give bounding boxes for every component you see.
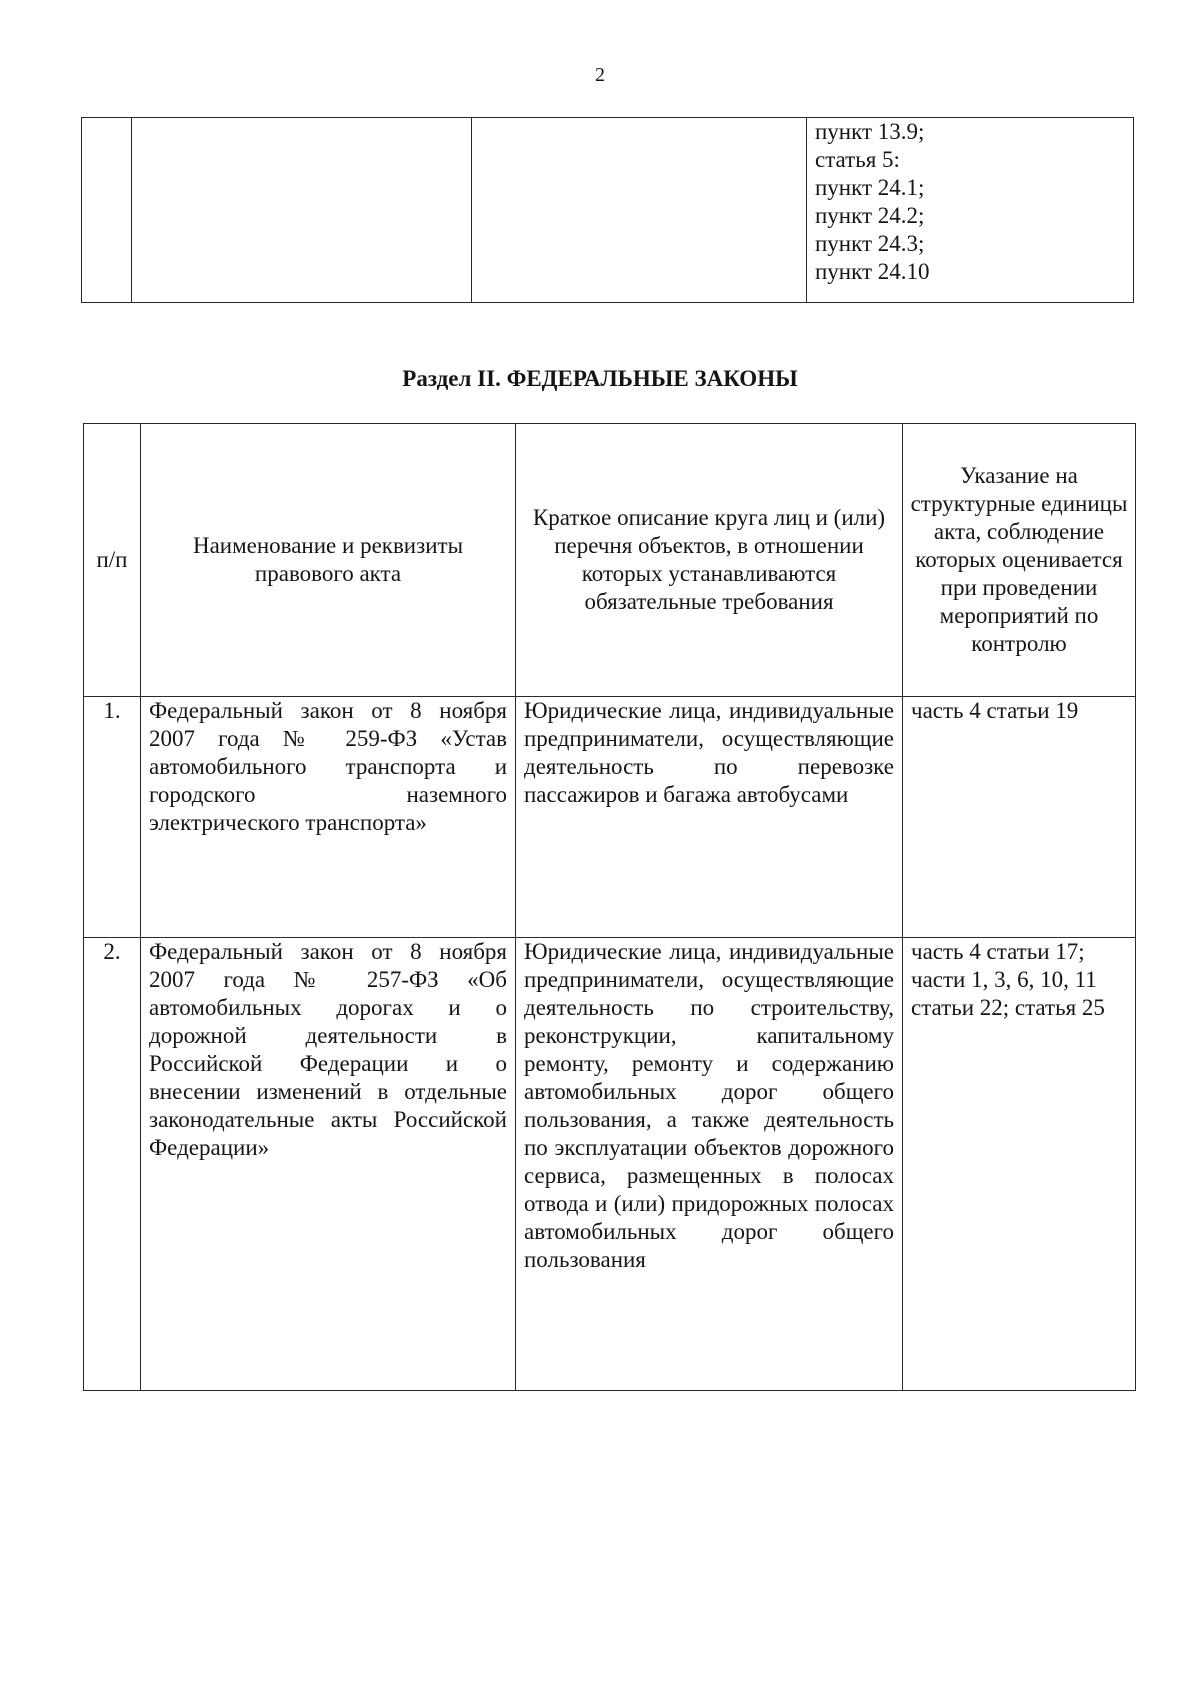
ref-line: пункт 13.9; xyxy=(815,119,925,144)
table-header-row xyxy=(84,424,1136,697)
continuation-table xyxy=(81,117,1134,303)
table-cell xyxy=(82,118,132,303)
structural-units-cell xyxy=(807,118,1134,303)
ref-line: пункт 24.1; xyxy=(815,175,925,200)
structural-units-cell: часть 4 статьи 17; части 1, 3, 6, 10, 11 статьи 22; статья 25 xyxy=(903,938,1136,1391)
header-structural-units: Указание на структурные единицы акта, соблюдение которых оценивается при проведении мероприятий по контролю xyxy=(903,424,1136,697)
table-row xyxy=(84,697,1136,938)
ref-line: статья 5: xyxy=(815,147,900,172)
act-name-cell: Федеральный закон от 8 ноября 2007 года № 259-ФЗ «Устав автомобильного транспорта и городского наземного электрического транспорта» xyxy=(141,697,516,938)
header-name: Наименование и реквизиты правового акта xyxy=(141,424,516,697)
ref-line: пункт 24.10 xyxy=(815,259,930,284)
table-row xyxy=(82,118,1134,303)
row-number: 2. xyxy=(84,938,141,1391)
header-num: п/п xyxy=(84,424,141,697)
section-title: Раздел II. ФЕДЕРАЛЬНЫЕ ЗАКОНЫ xyxy=(402,366,798,391)
ref-line: пункт 24.3; xyxy=(815,231,925,256)
table-cell xyxy=(472,118,807,303)
structural-units-cell: часть 4 статьи 19 xyxy=(903,697,1136,938)
header-description: Краткое описание круга лиц и (или) перечня объектов, в отношении которых устанавливаются обязательные требования xyxy=(516,424,903,697)
row-number: 1. xyxy=(84,697,141,938)
federal-laws-table xyxy=(83,423,1136,1391)
ref-line: пункт 24.2; xyxy=(815,203,925,228)
table-row xyxy=(84,938,1136,1391)
page-number: 2 xyxy=(595,64,605,86)
description-cell: Юридические лица, индивидуальные предприниматели, осуществляющие деятельность по перевозке пассажиров и багажа автобусами xyxy=(516,697,903,938)
table-cell xyxy=(132,118,472,303)
act-name-cell: Федеральный закон от 8 ноября 2007 года № 257-ФЗ «Об автомобильных дорогах и о дорожной деятельности в Российской Федерации и о внесении изменений в отдельные законодательные акты Российской Федерации» xyxy=(141,938,516,1391)
description-cell: Юридические лица, индивидуальные предприниматели, осуществляющие деятельность по строительству, реконструкции, капитальному ремонту, ремонту и содержанию автомобильных дорог общего пользования, а также деятельность по эксплуатации объектов дорожного сервиса, размещенных в полосах отвода и (или) придорожных полосах автомобильных дорог общего пользования xyxy=(516,938,903,1391)
